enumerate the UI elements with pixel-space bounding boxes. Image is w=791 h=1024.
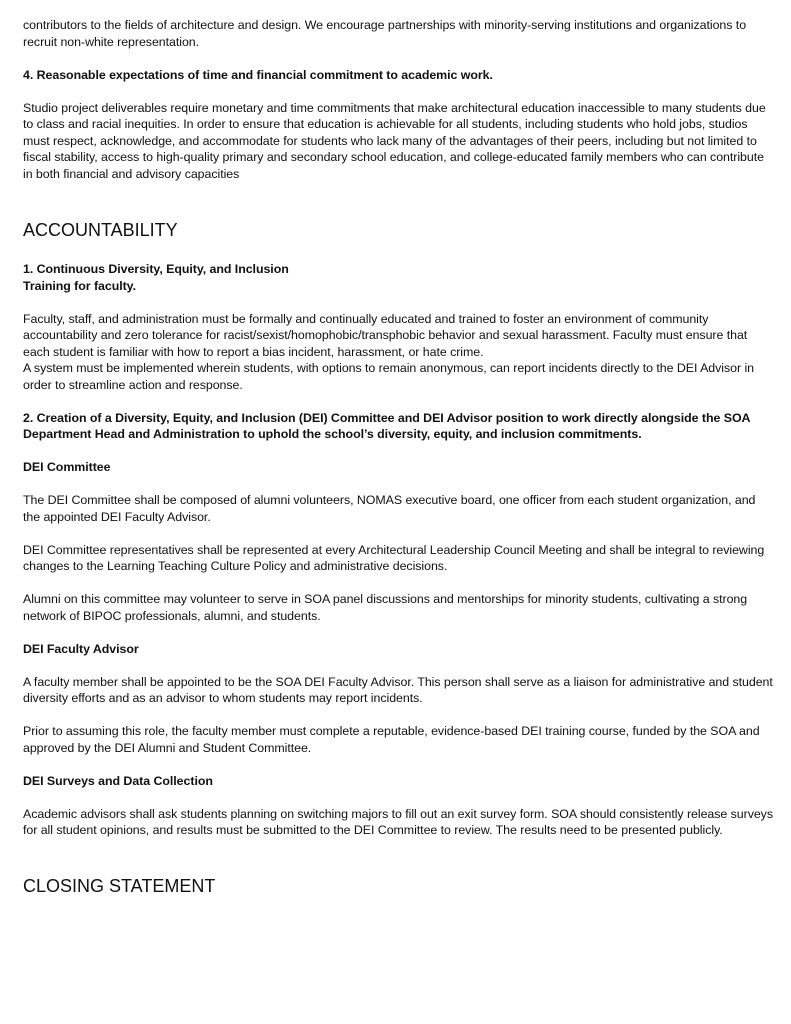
intro-paragraph: contributors to the fields of architecture and design. We encourage partnerships with minority-serving institutions and organizations to recruit non-white representation. [23, 18, 747, 49]
dei-advisor-paragraph: A faculty member shall be appointed to be the SOA DEI Faculty Advisor. This person shall serve as a liaison for administrative and student diversity efforts and as an advisor to whom students may report incidents. [23, 674, 773, 705]
dei-surveys-subheading: DEI Surveys and Data Collection [23, 773, 213, 788]
dei-committee-paragraph: The DEI Committee shall be composed of alumni volunteers, NOMAS executive board, one officer from each student organization, and the appointed DEI Faculty Advisor. [23, 493, 756, 524]
dei-advisor-subheading: DEI Faculty Advisor [23, 641, 139, 656]
dei-committee-paragraph: DEI Committee representatives shall be represented at every Architectural Leadership Council Meeting and shall be integral to reviewing changes to the Learning Teaching Culture Policy and administrative decisions. [23, 542, 765, 573]
item1-heading-line1: 1. Continuous Diversity, Equity, and Inclusion [23, 262, 289, 276]
item4-heading: 4. Reasonable expectations of time and financial commitment to academic work. [23, 67, 493, 82]
accountability-title: ACCOUNTABILITY [23, 220, 178, 240]
dei-advisor-paragraph: Prior to assuming this role, the faculty member must complete a reputable, evidence-based DEI training course, funded by the SOA and approved by the DEI Alumni and Student Committee. [23, 724, 760, 755]
accountability-item1-body [23, 311, 773, 394]
accountability-item1-heading [23, 261, 773, 294]
item1-heading-line2: Training for faculty. [23, 278, 136, 293]
closing-statement-title: CLOSING STATEMENT [23, 875, 216, 896]
item1-body-line1: Faculty, staff, and administration must be formally and continually educated and trained to foster an environment of community accountability and zero tolerance for racist/sexist/homophobic/transphobic behavior and sexual harassment. Faculty must ensure that each student is familiar with how to report a bias incident, harassment, or hate crime. [23, 311, 748, 359]
item4-body: Studio project deliverables require monetary and time commitments that make architectural education inaccessible to many students due to class and racial inequities. In order to ensure that education is achievable for all students, including students who hold jobs, studios must respect, acknowledge, and accommodate for students who lack many of the advantages of their peers, including but not limited to fiscal stability, access to high-quality primary and secondary school education, and college-educated family members who can contribute in both financial and advisory capacities [23, 100, 766, 181]
item1-body-line2: A system must be implemented wherein students, with options to remain anonymous, can report incidents directly to the DEI Advisor in order to streamline action and response. [23, 361, 755, 392]
dei-committee-subheading: DEI Committee [23, 460, 111, 474]
accountability-item2-heading: 2. Creation of a Diversity, Equity, and Inclusion (DEI) Committee and DEI Advisor position to work directly alongside the SOA Department Head and Administration to uphold the school’s diversity, equity, and inclusion commitments. [23, 410, 750, 441]
dei-committee-paragraph: Alumni on this committee may volunteer to serve in SOA panel discussions and mentorships for minority students, cultivating a strong network of BIPOC professionals, alumni, and students. [23, 592, 748, 623]
dei-surveys-paragraph: Academic advisors shall ask students planning on switching majors to fill out an exit survey form. SOA should consistently release surveys for all student opinions, and results must be submitted to the DEI Committee to review. The results need to be presented publicly. [23, 806, 773, 837]
